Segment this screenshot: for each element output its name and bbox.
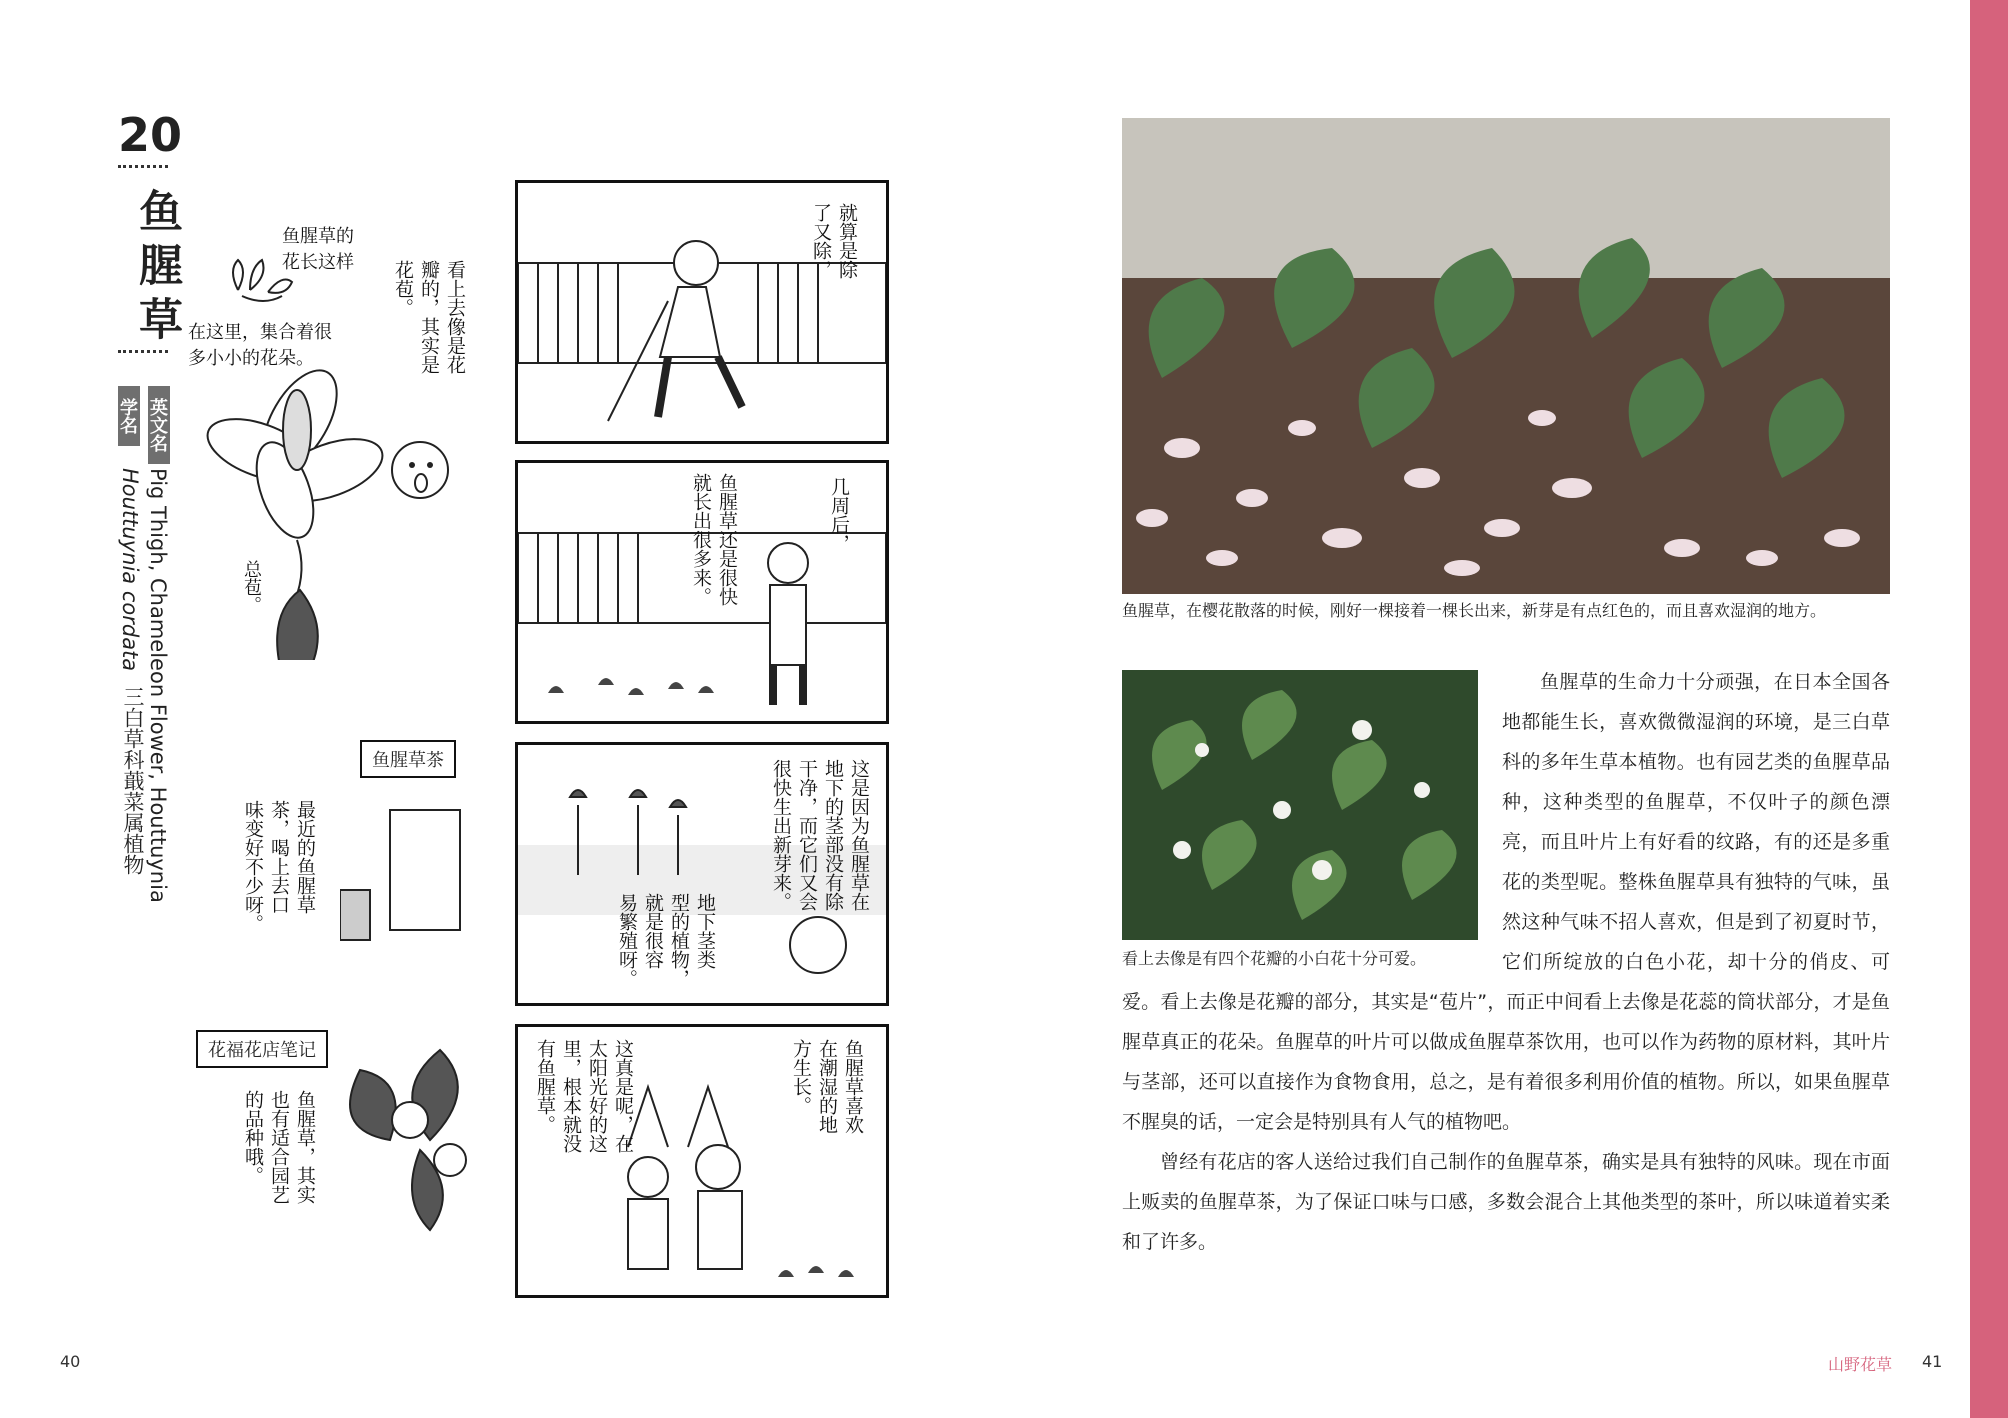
shop-note-label: 花福花店笔记 [196, 1030, 328, 1068]
article-body [1122, 662, 1890, 1262]
tea-drawing [340, 800, 480, 970]
shop-bubble: 鱼腥草，其实 也有适合园艺 的品种哦。 [242, 1090, 316, 1204]
comic-panel-3 [515, 742, 889, 1006]
divider-top [118, 165, 168, 168]
shop-flower-drawing [320, 1010, 510, 1240]
flower-note-2: 在这里，集合着很 多小小的花朵。 [188, 322, 332, 369]
bract-bubble: 看上去像是花 瓣的，其实是 花苞。 [392, 260, 466, 374]
tag-english: 英文名 [148, 386, 170, 464]
tag-scientific: 学名 [118, 386, 140, 446]
divider-bottom [118, 350, 168, 353]
photo-leaves-petals [1122, 118, 1890, 594]
panel-2-caption: 几周后， [828, 477, 850, 553]
page-number-left: 40 [60, 1352, 81, 1371]
panel-4-bubble-1: 鱼腥草喜欢 在潮湿的地 方生长。 [790, 1039, 864, 1134]
photo-1-illustration [1122, 118, 1890, 594]
bract-small-label: 总苞。 [241, 560, 262, 614]
tea-bubble: 最近的鱼腥草 茶，喝上去口 味变好不少呀。 [242, 800, 316, 933]
comic-panel-4 [515, 1024, 889, 1298]
panel-2-bubble: 鱼腥草还是很快 就长出很多来。 [690, 473, 738, 606]
entry-title: 鱼腥草 [131, 188, 182, 350]
paragraph-2: 曾经有花店的客人送给过我们自己制作的鱼腥草茶，确实是具有独特的风味。现在市面上贩卖的鱼腥草茶，为了保证口味与口感，多数会混合上其他类型的茶叶，所以味道着实柔和了许多。 [1122, 1151, 1890, 1253]
photo-wrap-spacer [1122, 662, 1502, 962]
comic-panel-2 [515, 460, 889, 724]
photo-2-caption: 看上去像是有四个花瓣的小白花十分可爱。 [1122, 949, 1427, 968]
comic-panel-1 [515, 180, 889, 444]
scientific-name: Houttuynia cordata [118, 468, 142, 672]
tea-label: 鱼腥草茶 [360, 740, 456, 778]
panel-3-bubble: 这是因为鱼腥草在 地下的茎部没有除 干净，而它们又会 很快生出新芽来。 [770, 759, 870, 911]
panel-4-bubble-2: 这真是呢，在 太阳光好的这 里，根本就没 有鱼腥草。 [534, 1039, 634, 1153]
right-page [1004, 0, 2008, 1418]
section-name: 山野花草 [1828, 1355, 1893, 1374]
paragraph-1: 鱼腥草的生命力十分顽强，在日本全国各地都能生长，喜欢微微湿润的环境，是三白草科的多年生草本植物。也有园艺类的鱼腥草品种，这种类型的鱼腥草，不仅叶子的颜色漂亮，而且叶片上有好看的纹路，有的还是多重花的类型呢。整株鱼腥草具有独特的气味，虽然这种气味不招人喜欢，但是到了初夏时节，它们所绽放的白色小花，却十分的俏皮、可爱。看上去像是花瓣的部分，其实是“苞片”，而正中间看上去像是花蕊的筒状部分，才是鱼腥草真正的花朵。鱼腥草的叶片可以做成鱼腥草茶饮用，也可以作为药物的原材料，其叶片与茎部，还可以直接作为食物食用，总之，是有着很多利用价值的植物。所以，如果鱼腥草不腥臭的话，一定会是特别具有人气的植物吧。 [1122, 671, 1890, 1133]
entry-number: 20 [118, 108, 183, 162]
english-names: Pig Thigh, Chameleon Flower, Houttuynia [146, 468, 170, 903]
flower-note-1: 鱼腥草的 花长这样 [282, 226, 354, 273]
family: 三白草科蕺菜属植物 [121, 686, 145, 875]
panel-1-bubble: 就算是除 了又除， [810, 203, 858, 279]
panel-3-bubble-2: 地下茎类 型的植物， 就是很容 易繁殖呀。 [616, 893, 716, 988]
photo-1-caption: 鱼腥草，在樱花散落的时候，刚好一棵接着一棵长出来，新芽是有点红色的，而且喜欢湿润的地方。 [1122, 601, 1827, 620]
page-number-right: 41 [1922, 1352, 1943, 1371]
section-edge-strip [1970, 0, 2008, 1418]
